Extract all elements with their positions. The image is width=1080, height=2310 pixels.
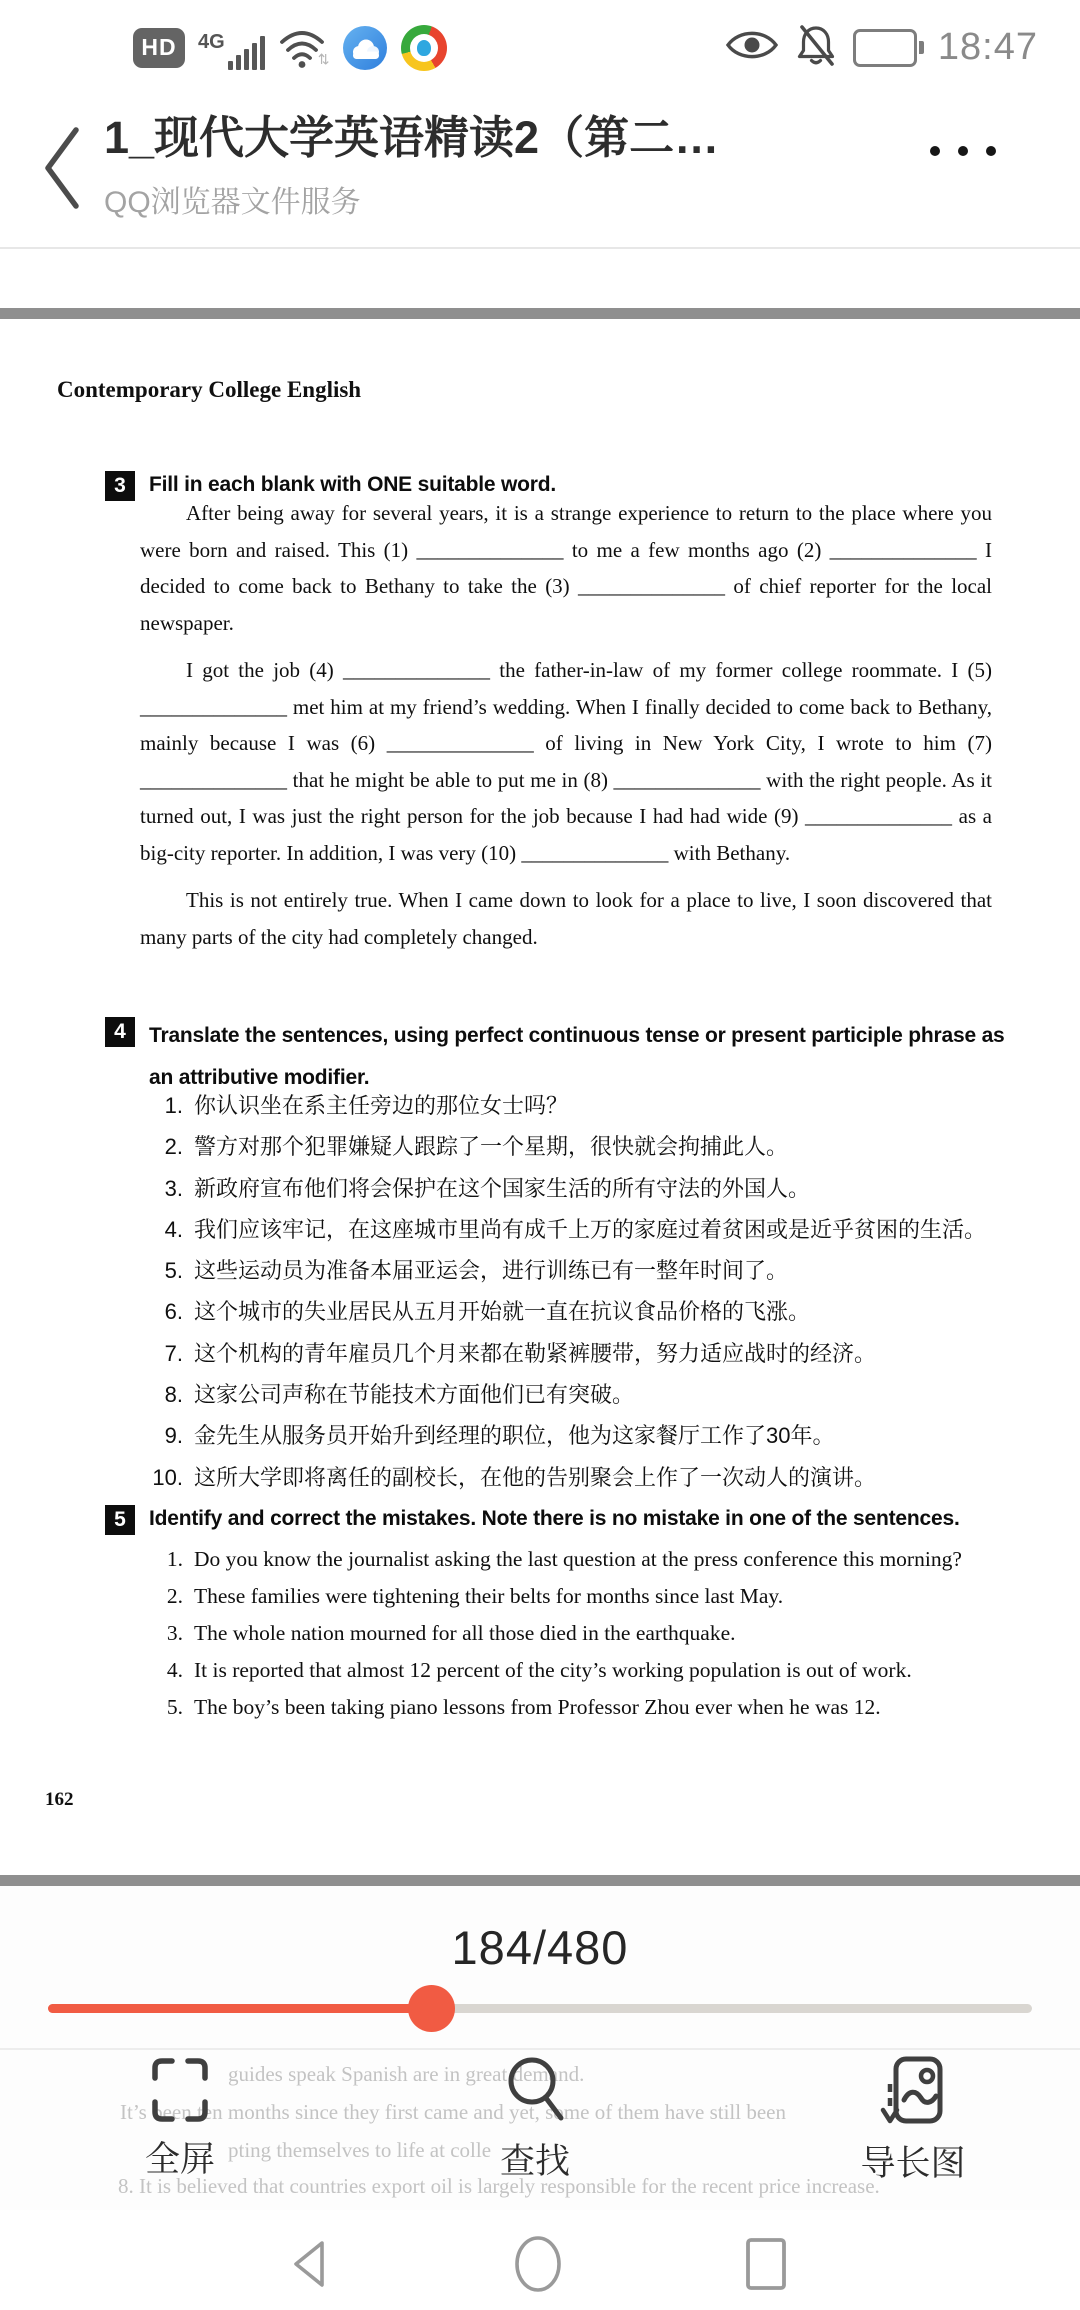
back-chevron-icon [36,118,88,218]
list-item: 4. It is reported that almost 12 percent of the city’s working population is out of work. [166,1658,912,1682]
list-item: 9. 金先生从服务员开始升到经理的职位，他为这家餐厅工作了30年。 [164,1423,835,1449]
battery-icon [853,29,924,67]
android-navigation-bar [0,2210,1080,2310]
more-options-button[interactable] [908,121,1018,181]
exercise5-heading: 5 Identify and correct the mistakes. Note there is no mistake in one of the sentences. [105,1503,1045,1535]
nav-recents-square-icon [740,2234,792,2294]
list-item: 3. 新政府宣布他们将会保护在这个国家生活的所有守法的外国人。 [164,1175,811,1201]
hd-voice-icon: HD [133,28,185,68]
list-item: 5. The boy’s been taking piano lessons from Professor Zhou ever when he was 12. [166,1695,881,1719]
mistake-sentence-list [143,1541,1023,1726]
nav-back-button[interactable] [250,2224,370,2304]
export-long-image-button[interactable]: 导长图 [803,2054,1023,2190]
tencent-news-notification-icon [401,25,447,71]
exercise3-heading: 3 Fill in each blank with ONE suitable word. [105,469,985,501]
status-bar [0,0,1080,95]
cellular-signal-icon [198,26,265,70]
back-button[interactable] [36,113,106,223]
list-item: 8. 这家公司声称在节能技术方面他们已有突破。 [164,1382,635,1408]
page-slider-thumb[interactable] [408,1985,455,2032]
list-item: 2. 警方对那个犯罪嫌疑人跟踪了一个星期，很快就会拘捕此人。 [164,1134,789,1160]
list-item: 7. 这个机构的青年雇员几个月来都在勒紧裤腰带，努力适应战时的经济。 [164,1340,877,1366]
app-header [0,95,1080,249]
nav-home-button[interactable] [478,2224,598,2304]
list-item: 1. Do you know the journalist asking the last question at the press conference this morning? [166,1547,962,1571]
nav-home-circle-icon [512,2234,564,2294]
page-separator-bottom [0,1875,1080,1886]
fullscreen-button[interactable]: 全屏 [70,2054,290,2190]
export-long-image-icon [878,2054,948,2130]
fullscreen-icon [149,2054,211,2126]
printed-page-number: 162 [45,1789,74,1810]
exercise5-number-badge: 5 [105,1505,135,1535]
pdf-page-view[interactable] [0,319,1080,1875]
list-item: 6. 这个城市的失业居民从五月开始就一直在抗议食品价格的飞涨。 [164,1299,811,1325]
book-running-header: Contemporary College English [57,377,362,402]
clock-text: 18:47 [937,26,1038,68]
wlan-plus-icon: ⇅ [317,50,330,67]
list-item: 2. These families were tightening their belts for months since last May. [166,1584,784,1608]
exercise3-number-badge: 3 [105,471,135,501]
list-item: 5. 这些运动员为准备本届亚运会，进行训练已有一整年时间了。 [164,1258,789,1284]
eye-comfort-icon [725,26,779,69]
search-button[interactable]: 查找 [425,2054,645,2190]
list-item: 1. 你认识坐在系主任旁边的那位女士吗？ [164,1093,569,1118]
nav-back-triangle-icon [284,2236,336,2292]
nav-recents-button[interactable] [706,2224,826,2304]
mute-bell-icon [793,22,839,73]
search-icon [502,2054,568,2128]
document-title: 1_现代大学英语精读2（第二… [104,112,720,163]
page-slider[interactable] [48,2004,1032,2013]
reader-control-panel: 184/480 guides speak Spanish are in great demand. It’s been ten months since they first came and yet, some of them have still been pting themselves to life at colle 8. It is believed that countries export oil is largely responsible for the recent price increase. 全屏 查找 导长图 [0,1886,1080,2310]
page-slider-fill [48,2004,432,2013]
exercise4-heading: 4 Translate the sentences, using perfect continuous tense or present participle phrase as an attributive modifier. [105,1015,1005,1099]
wifi-icon [278,26,330,70]
list-item: 10. 这所大学即将离任的副校长，在他的告别聚会上作了一次动人的演讲。 [152,1464,877,1490]
dot-icon [986,146,996,156]
page-separator-top [0,308,1080,319]
dot-icon [958,146,968,156]
cloze-passage: After being away for several years, it is a strange experience to return to the place where you were born and raised. This (1) ______________ to me a few months ago (2) ______________ I decided to come back to Bethany to take the (3) ______________ of chief reporter for the local newspaper. I got the job (4) ______________ the father-in-law of my former college roommate. I (5) ______________ met him at my friend’s wedding. When I finally decided to come back to Bethany, mainly because I was (6) ______________ of living in New York City, I wrote to him (7) ______________ that he might be able to put me in (8) ______________ with the right people. As it turned out, I was just the right person for the job because I had had wide (9) ______________ as a big-city reporter. In addition, I was very (10) ______________ with Bethany. This is not entirely true. When I came down to look for a place to live, I soon discovered that many parts of the city had completely changed. [140,501,992,949]
list-item: 4. 我们应该牢记，在这座城市里尚有成千上万的家庭过着贫困或是近乎贫困的生活。 [164,1216,987,1242]
page-position-indicator: 184/480 [451,1921,629,1974]
translation-sentence-list [143,1085,1023,1498]
exercise4-number-badge: 4 [105,1017,135,1047]
document-source-label: QQ浏览器文件服务 [104,186,361,219]
qq-browser-notification-icon [342,25,388,71]
panel-divider [0,2048,1080,2050]
dot-icon [930,146,940,156]
list-item: 3. The whole nation mourned for all those died in the earthquake. [166,1621,736,1645]
network-type-label: 4G [198,30,225,53]
